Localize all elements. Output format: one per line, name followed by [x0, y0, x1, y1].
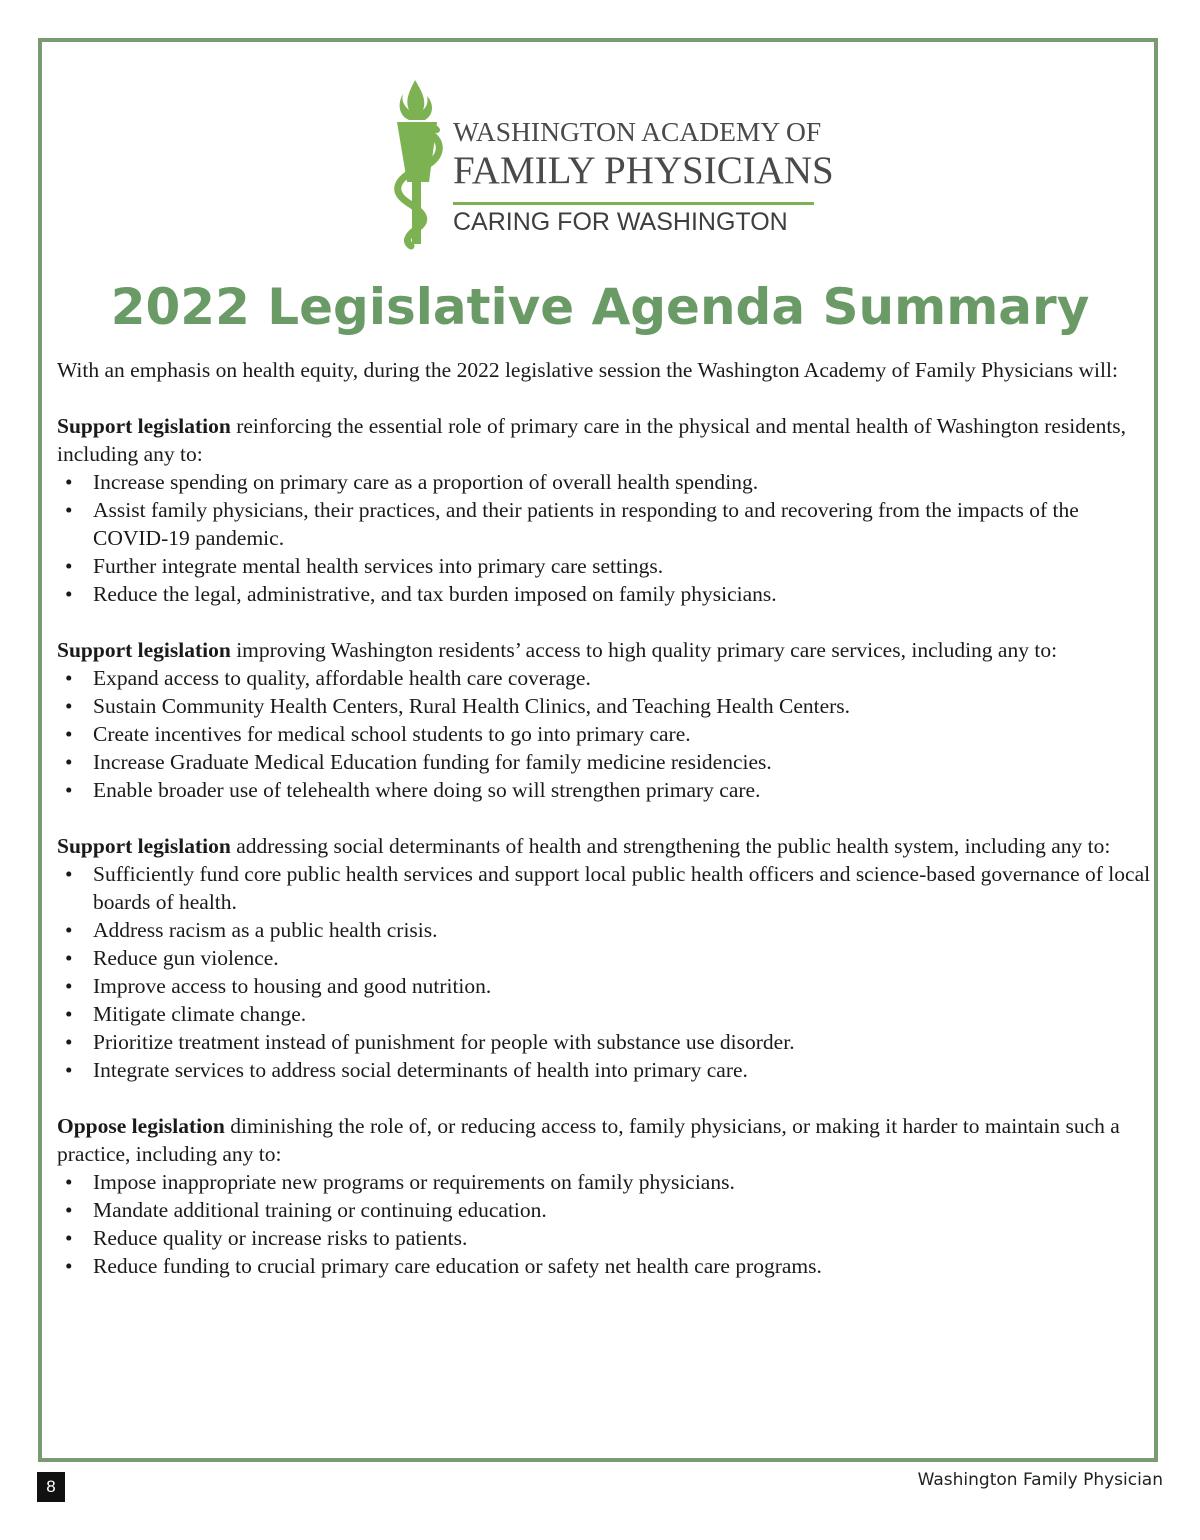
list-item: • Reduce gun violence.: [65, 946, 279, 970]
list-item: • Increase Graduate Medical Education funding for family medicine residencies.: [65, 750, 772, 774]
list-item: • Improve access to housing and good nutrition.: [65, 974, 492, 998]
list-item: • Enable broader use of telehealth where doing so will strengthen primary care.: [65, 778, 761, 802]
section-lead: Support legislation: [57, 834, 231, 858]
page-number: 8: [37, 1472, 65, 1502]
list-item: • Address racism as a public health crisis.: [65, 918, 438, 942]
agenda-content: [57, 356, 1152, 1280]
list-item: • Assist family physicians, their practices, and their patients in responding to and recovering from the impacts of the COVID-19 pandemic.: [65, 498, 1079, 550]
caduceus-torch-icon: [385, 78, 447, 250]
section-oppose: [57, 1112, 1152, 1280]
section-access: [57, 636, 1152, 804]
page-title: 2022 Legislative Agenda Summary: [110, 278, 1090, 336]
bullet-list: [57, 860, 1152, 1084]
logo-org-line2: FAMILY PHYSICIANS: [453, 149, 834, 192]
section-lead: Oppose legislation: [57, 1114, 225, 1138]
list-item: • Reduce quality or increase risks to patients.: [65, 1226, 468, 1250]
list-item: • Sustain Community Health Centers, Rural Health Clinics, and Teaching Health Centers.: [65, 694, 851, 718]
logo-divider: [453, 202, 814, 205]
list-item: • Further integrate mental health services into primary care settings.: [65, 554, 664, 578]
intro-paragraph: With an emphasis on health equity, during the 2022 legislative session the Washington Academy of Family Physicians will:: [57, 358, 1118, 382]
list-item: • Reduce funding to crucial primary care education or safety net health care programs.: [65, 1254, 822, 1278]
section-text: reinforcing the essential role of primary care in the physical and mental health of Washington residents, including any to:: [57, 414, 1127, 466]
bullet-list: [57, 468, 1152, 608]
wafp-logo: [385, 78, 834, 253]
section-text: diminishing the role of, or reducing access to, family physicians, or making it harder to maintain such a practice, including any to:: [57, 1114, 1120, 1166]
list-item: • Sufficiently fund core public health services and support local public health officers and science-based governance of local boards of health.: [65, 862, 1151, 914]
bullet-list: [57, 664, 1152, 804]
logo-org-line1: WASHINGTON ACADEMY OF: [453, 116, 822, 147]
section-social-determinants: [57, 832, 1152, 1084]
list-item: • Create incentives for medical school students to go into primary care.: [65, 722, 691, 746]
section-lead: Support legislation: [57, 414, 231, 438]
logo-tagline: CARING FOR WASHINGTON: [453, 208, 788, 236]
section-heading: [57, 412, 1152, 468]
list-item: • Reduce the legal, administrative, and tax burden imposed on family physicians.: [65, 582, 777, 606]
section-heading: [57, 636, 1152, 664]
section-heading: [57, 1112, 1152, 1168]
list-item: • Mitigate climate change.: [65, 1002, 307, 1026]
section-text: improving Washington residents’ access to high quality primary care services, including any to:: [230, 638, 1058, 662]
list-item: • Integrate services to address social determinants of health into primary care.: [65, 1058, 748, 1082]
list-item: • Impose inappropriate new programs or requirements on family physicians.: [65, 1170, 735, 1194]
bullet-list: [57, 1168, 1152, 1280]
list-item: • Prioritize treatment instead of punishment for people with substance use disorder.: [65, 1030, 795, 1054]
publication-name: Washington Family Physician: [917, 1470, 1163, 1490]
section-heading: [57, 832, 1152, 860]
list-item: • Expand access to quality, affordable health care coverage.: [65, 666, 591, 690]
section-lead: Support legislation: [57, 638, 231, 662]
list-item: • Mandate additional training or continuing education.: [65, 1198, 547, 1222]
list-item: • Increase spending on primary care as a proportion of overall health spending.: [65, 470, 759, 494]
section-primary-care-role: [57, 412, 1152, 608]
section-text: addressing social determinants of health and strengthening the public health system, including any to:: [230, 834, 1111, 858]
